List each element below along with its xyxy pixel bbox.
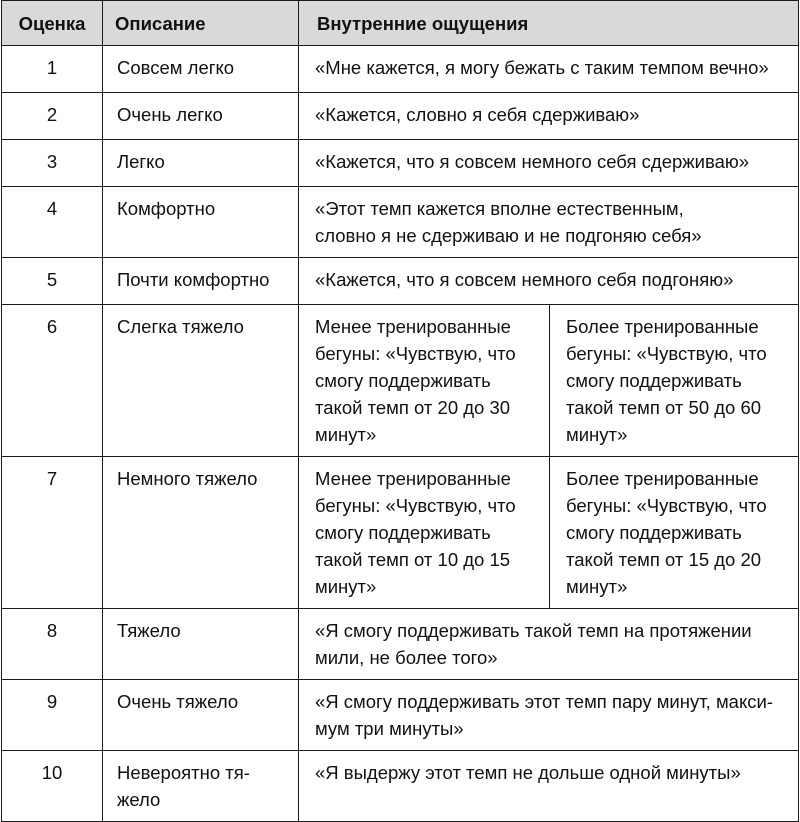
rating-cell: 1 bbox=[2, 46, 103, 93]
table-row bbox=[2, 305, 799, 457]
description-cell: Совсем легко bbox=[103, 46, 299, 93]
table-row bbox=[2, 93, 799, 140]
rating-cell: 9 bbox=[2, 680, 103, 751]
sensation-cell: «Мне кажется, я могу бежать с таким темпом вечно» bbox=[299, 46, 799, 93]
rating-cell: 10 bbox=[2, 751, 103, 822]
table-row bbox=[2, 258, 799, 305]
header-rating: Оценка bbox=[2, 1, 103, 46]
rating-cell: 8 bbox=[2, 609, 103, 680]
table-row bbox=[2, 46, 799, 93]
description-cell: Невероятно тя-жело bbox=[103, 751, 299, 822]
table-row bbox=[2, 680, 799, 751]
description-cell: Почти комфортно bbox=[103, 258, 299, 305]
table-header-row bbox=[2, 1, 799, 46]
description-cell: Тяжело bbox=[103, 609, 299, 680]
table-row bbox=[2, 140, 799, 187]
less-trained-cell: Менее тренированные бегуны: «Чувствую, что смогу поддерживать такой темп от 10 до 15 минут» bbox=[299, 457, 550, 609]
rating-cell: 6 bbox=[2, 305, 103, 457]
description-cell: Комфортно bbox=[103, 187, 299, 258]
sensation-cell: «Кажется, что я совсем немного себя подгоняю» bbox=[299, 258, 799, 305]
less-trained-cell: Менее тренированные бегуны: «Чувствую, что смогу поддерживать такой темп от 20 до 30 минут» bbox=[299, 305, 550, 457]
description-cell: Слегка тяжело bbox=[103, 305, 299, 457]
table-row bbox=[2, 751, 799, 822]
table-row bbox=[2, 609, 799, 680]
header-sensations: Внутренние ощущения bbox=[299, 1, 799, 46]
more-trained-cell: Более тренированные бегуны: «Чувствую, что смогу поддерживать такой темп от 50 до 60 минут» bbox=[550, 305, 799, 457]
rating-cell: 7 bbox=[2, 457, 103, 609]
description-cell: Очень легко bbox=[103, 93, 299, 140]
table-row bbox=[2, 457, 799, 609]
sensation-cell: «Кажется, что я совсем немного себя сдерживаю» bbox=[299, 140, 799, 187]
effort-scale-table bbox=[1, 0, 799, 822]
more-trained-cell: Более тренированные бегуны: «Чувствую, что смогу поддерживать такой темп от 15 до 20 минут» bbox=[550, 457, 799, 609]
table-row bbox=[2, 187, 799, 258]
header-description: Описание bbox=[103, 1, 299, 46]
sensation-cell: «Я выдержу этот темп не дольше одной минуты» bbox=[299, 751, 799, 822]
rating-cell: 4 bbox=[2, 187, 103, 258]
sensation-cell: «Я смогу поддерживать этот темп пару минут, макси-мум три минуты» bbox=[299, 680, 799, 751]
description-cell: Немного тяжело bbox=[103, 457, 299, 609]
sensation-cell: «Я смогу поддерживать такой темп на протяжении мили, не более того» bbox=[299, 609, 799, 680]
sensation-cell: «Этот темп кажется вполне естественным, словно я не сдерживаю и не подгоняю себя» bbox=[299, 187, 799, 258]
rating-cell: 2 bbox=[2, 93, 103, 140]
description-cell: Легко bbox=[103, 140, 299, 187]
rating-cell: 3 bbox=[2, 140, 103, 187]
description-cell: Очень тяжело bbox=[103, 680, 299, 751]
rating-cell: 5 bbox=[2, 258, 103, 305]
sensation-cell: «Кажется, словно я себя сдерживаю» bbox=[299, 93, 799, 140]
